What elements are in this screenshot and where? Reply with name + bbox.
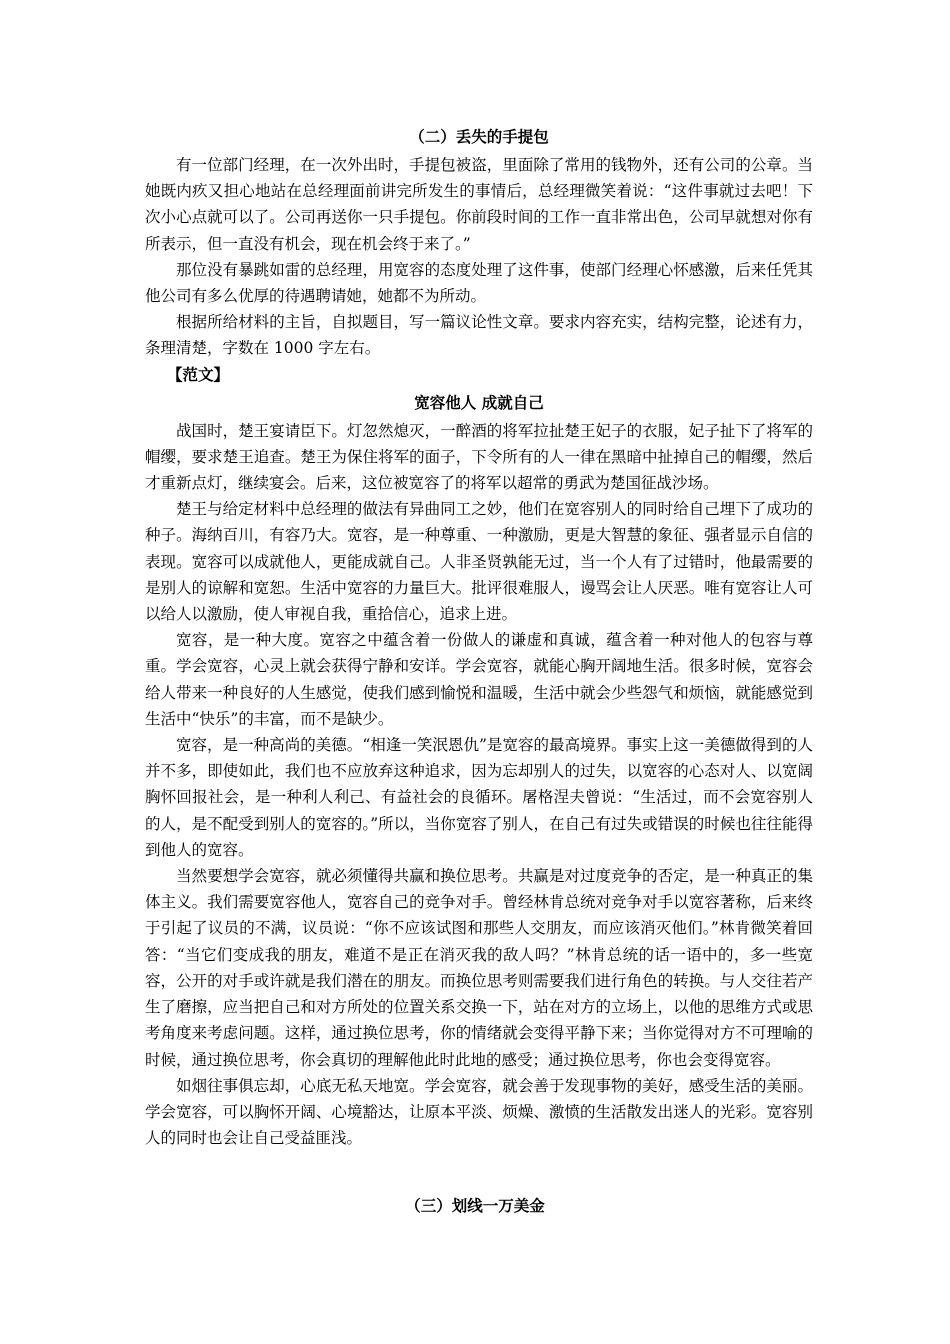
- sample-label: 【范文】: [167, 365, 230, 384]
- essay-paragraph: 楚王与给定材料中总经理的做法有异曲同工之妙，他们在宽容别人的同时给自己埋下了成功的种子。海纳百川，有容乃大。宽容，是一种尊重、一种激励，更是大智慧的象征、强者显示自信的表现。宽容可以成就他人，更能成就自己。人非圣贤孰能无过，当一个人有了过错时，他最需要的是别人的谅解和宽恕。生活中宽容的力量巨大。批评很难服人，谩骂会让人厌恶。唯有宽容让人可以给人以激励，使人审视自我，重拾信心，追求上进。: [145, 500, 813, 624]
- essay-title: 宽容他人 成就自己: [414, 393, 544, 412]
- essay-paragraph: 战国时，楚王宴请臣下。灯忽然熄灭，一醉酒的将军拉扯楚王妃子的衣服，妃子扯下了将军的帽缨，要求楚王追查。楚王为保住将军的面子，下令所有的人一律在黑暗中扯掉自己的帽缨，然后才重新点灯，继续宴会。后来，这位被宽容了的将军以超常的勇武为楚国征战沙场。: [145, 421, 813, 493]
- material-paragraph: 有一位部门经理，在一次外出时，手提包被盗，里面除了常用的钱物外，还有公司的公章。当她既内疚又担心地站在总经理面前讲完所发生的事情后，总经理微笑着说：“这件事就过去吧！下次小心点就可以了。公司再送你一只手提包。你前段时间的工作一直非常出色，公司早就想对你有所表示，但一直没有机会，现在机会终于来了。”: [145, 156, 813, 253]
- prompt-paragraph: 根据所给材料的主旨，自拟题目，写一篇议论性文章。要求内容充实，结构完整，论述有力，条理清楚，字数在 1000 字左右。: [145, 313, 813, 358]
- essay-paragraph: 如烟往事俱忘却，心底无私天地宽。学会宽容，就会善于发现事物的美好，感受生活的美丽。学会宽容，可以胸怀开阔、心境豁达，让原本平淡、烦燥、激愤的生活散发出迷人的光彩。宽容别人的同时也会让自己受益匪浅。: [145, 1076, 813, 1148]
- document-page: [145, 122, 813, 1151]
- essay-paragraph: 宽容，是一种大度。宽容之中蕴含着一份做人的谦虚和真诚，蕴含着一种对他人的包容与尊重。学会宽容，心灵上就会获得宁静和安详。学会宽容，就能心胸开阔地生活。很多时候，宽容会给人带来一种良好的人生感觉，使我们感到愉悦和温暖，生活中就会少些怨气和烦恼，就能感觉到生活中“快乐”的丰富，而不是缺少。: [145, 631, 813, 728]
- section-title: （二）丢失的手提包: [409, 128, 549, 146]
- essay-paragraph: 宽容，是一种高尚的美德。“相逢一笑泯恩仇”是宽容的最高境界。事实上这一美德做得到的人并不多，即使如此，我们也不应放弃这种追求，因为忘却别人的过失，以宽容的心态对人、以宽阔胸怀回报社会，是一种利人利己、有益社会的良循环。屠格涅夫曾说：“生活过，而不会宽容别人的人，是不配受到别人的宽容的。”所以，当你宽容了别人，在自己有过失或错误的时候也往往能得到他人的宽容。: [145, 736, 813, 859]
- essay-paragraph: 当然要想学会宽容，就必须懂得共赢和换位思考。共赢是对过度竞争的否定，是一种真正的集体主义。我们需要宽容他人，宽容自己的竞争对手。曾经林肯总统对竞争对手以宽容著称，后来终于引起了议员的不满，议员说：“你不应该试图和那些人交朋友，而应该消灭他们。”林肯微笑着回答：“当它们变成我的朋友，难道不是正在消灭我的敌人吗？”林肯总统的话一语中的，多一些宽容，公开的对手或许就是我们潜在的朋友。而换位思考则需要我们进行角色的转换。与人交往若产生了磨擦，应当把自己和对方所处的位置关系交换一下，站在对方的立场上，以他的思维方式或思考角度来考虑问题。这样，通过换位思考，你的情绪就会变得平静下来；当你觉得对方不可理喻的时候，通过换位思考，你会真切的理解他此时此地的感受；通过换位思考，你也会变得宽容。: [145, 867, 813, 1069]
- material-paragraph: 那位没有暴跳如雷的总经理，用宽容的态度处理了这件事，使部门经理心怀感激，后来任凭其他公司有多么优厚的待遇聘请她，她都不为所动。: [145, 260, 813, 306]
- next-section-title: （三）划线一万美金: [405, 1197, 545, 1215]
